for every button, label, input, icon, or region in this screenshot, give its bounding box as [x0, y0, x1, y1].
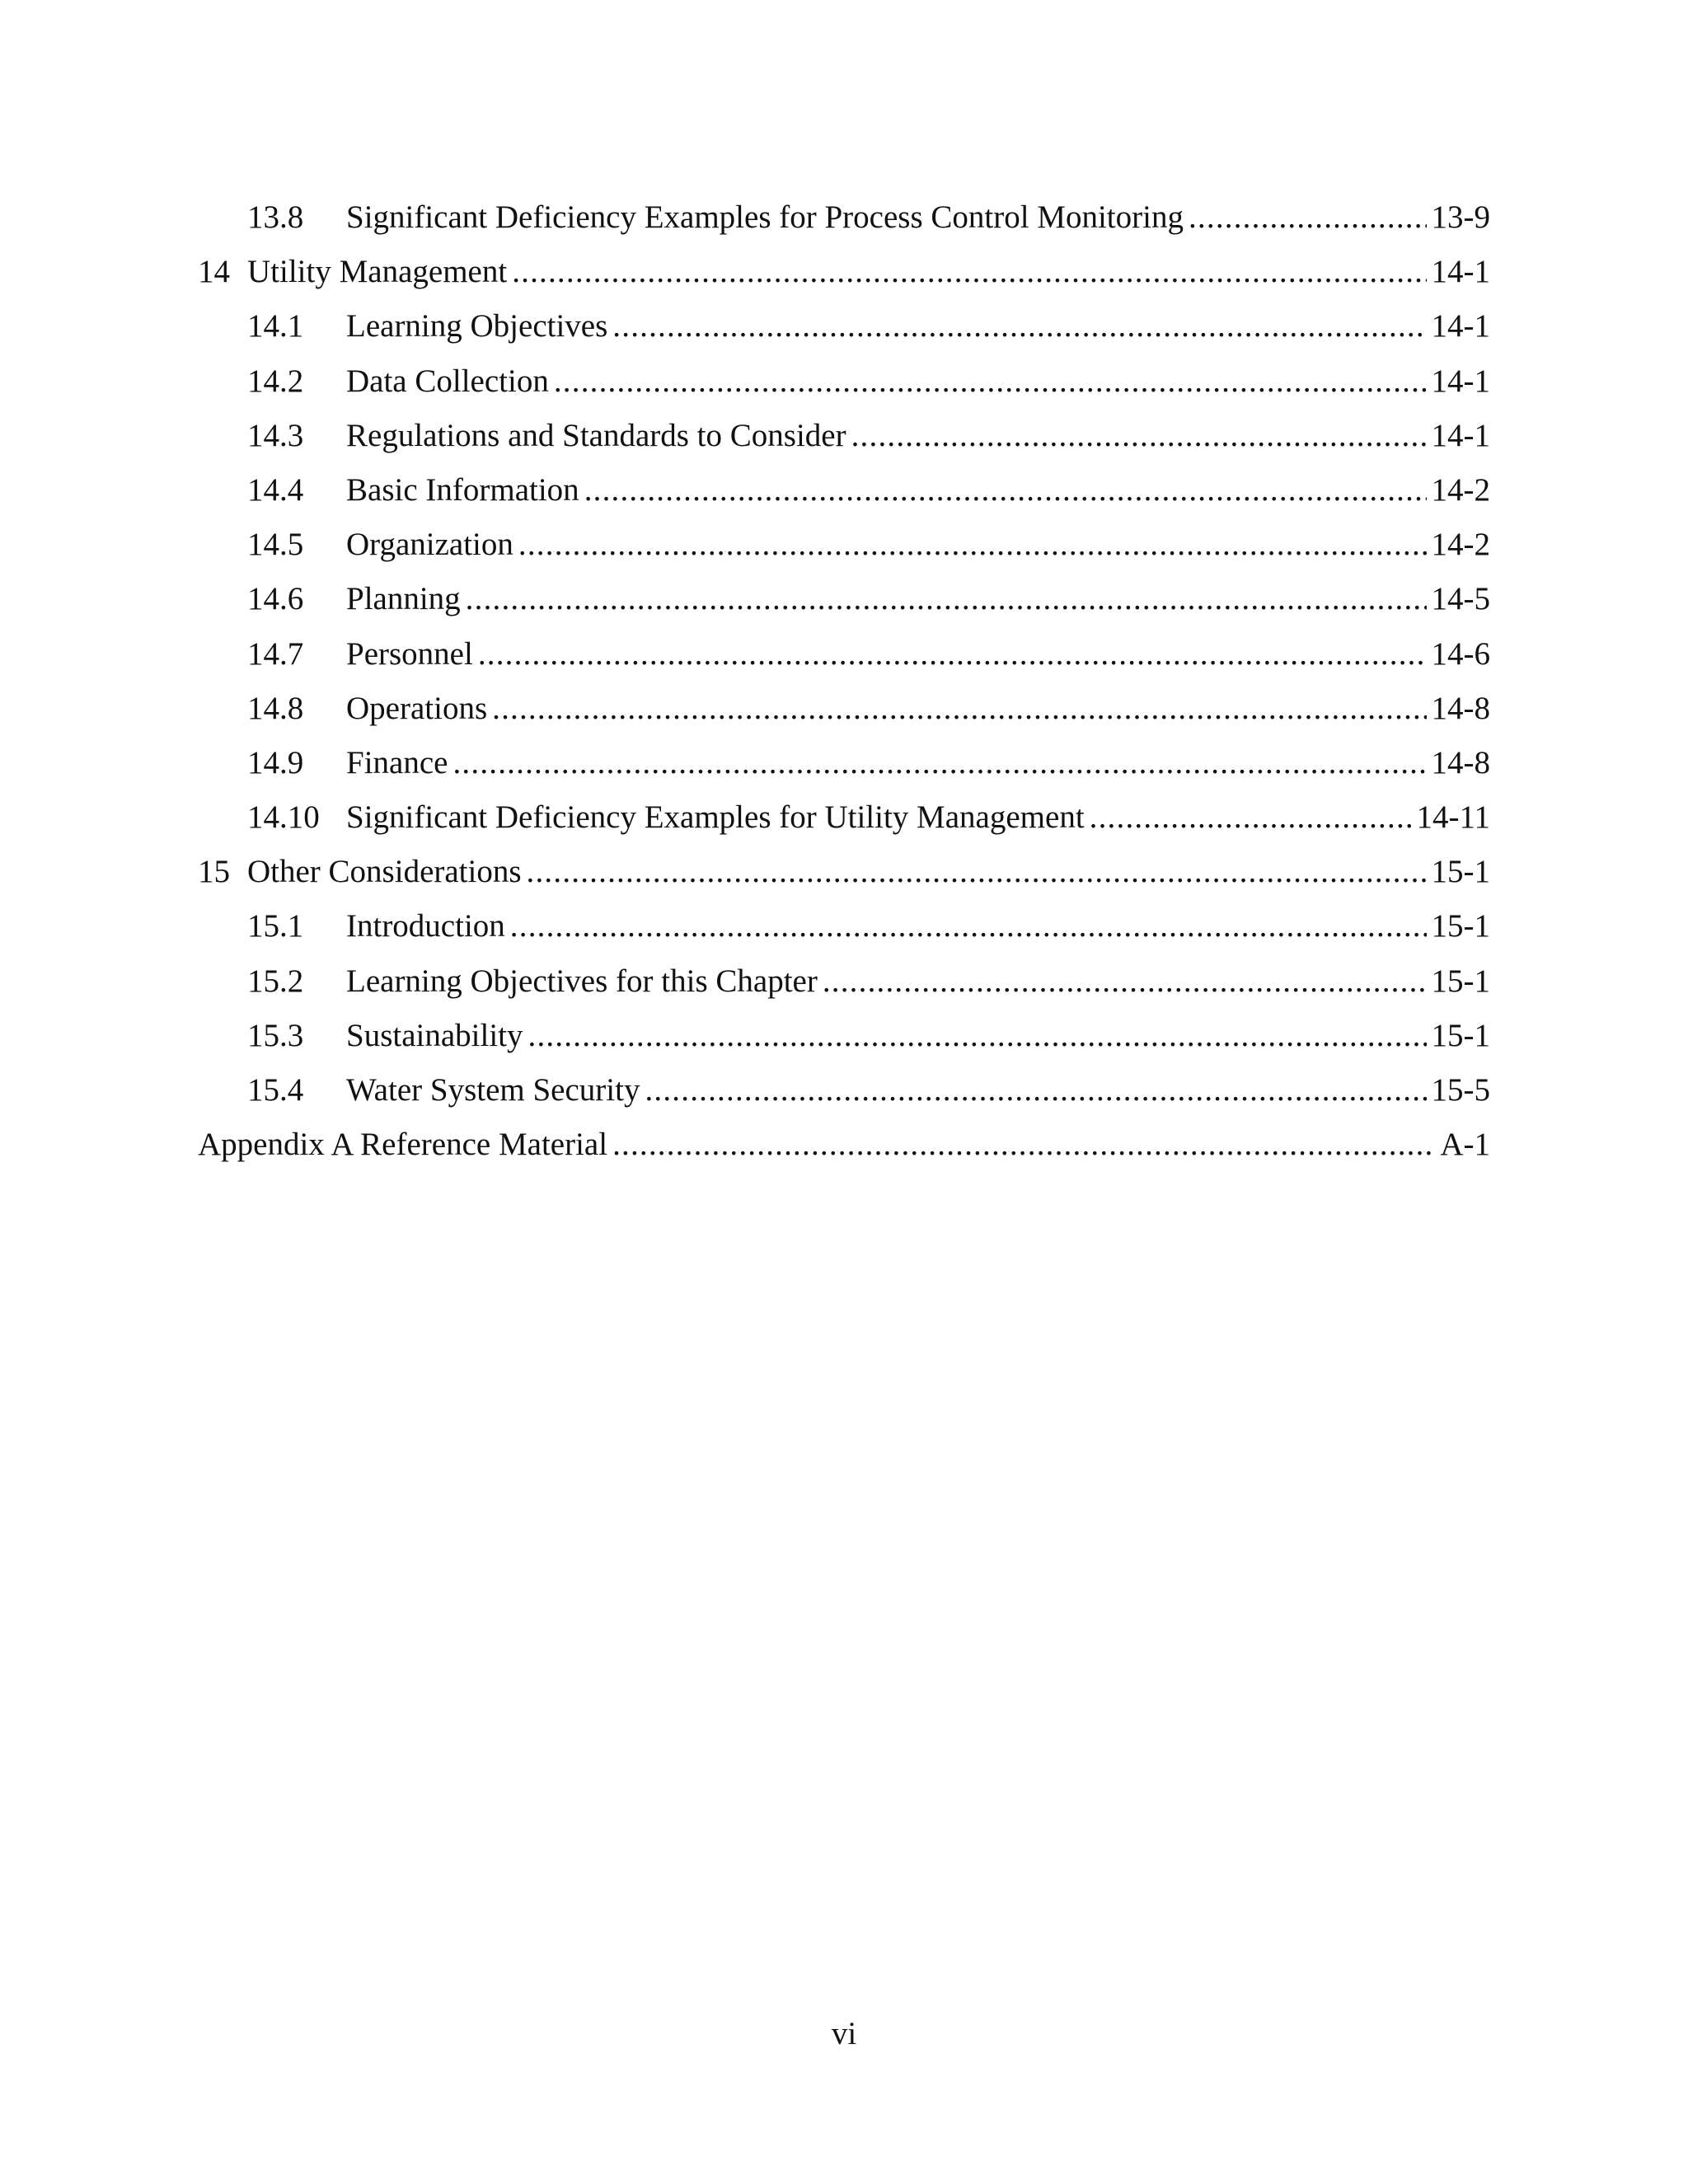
toc-entry-page: 14-1 — [1427, 359, 1491, 405]
toc-entry-number: 14.5 — [247, 527, 304, 563]
toc-entry[interactable] — [198, 576, 1490, 630]
toc-entry[interactable] — [198, 958, 1490, 1013]
toc-entry[interactable] — [198, 849, 1490, 903]
toc-leader-dots — [1189, 194, 1427, 241]
toc-entry-title: Water System Security — [346, 1067, 645, 1113]
toc-entry-page: 14-2 — [1427, 522, 1491, 568]
toc-entry[interactable] — [198, 467, 1490, 522]
toc-entry-title: Utility Management — [247, 249, 512, 295]
toc-entry-title: Data Collection — [346, 359, 554, 405]
toc-entry[interactable] — [198, 522, 1490, 576]
toc-leader-dots — [518, 522, 1427, 568]
toc-entry[interactable] — [198, 303, 1490, 358]
page-number: vi — [831, 2016, 857, 2051]
toc-entry-number: 15.4 — [247, 1072, 304, 1108]
toc-entry[interactable] — [198, 740, 1490, 794]
toc-entry-number: 15.3 — [247, 1017, 304, 1053]
toc-entry[interactable] — [198, 194, 1490, 249]
toc-entry-title: Introduction — [346, 903, 510, 949]
toc-entry[interactable] — [198, 1013, 1490, 1067]
table-of-contents — [198, 194, 1490, 1176]
toc-entry-title: Significant Deficiency Examples for Utility Management — [346, 794, 1090, 841]
toc-entry-page: 15-5 — [1427, 1067, 1491, 1113]
toc-entry[interactable] — [198, 686, 1490, 740]
toc-leader-dots — [527, 849, 1427, 895]
toc-leader-dots — [510, 903, 1427, 949]
toc-entry-title: Planning — [346, 576, 466, 622]
toc-entry-title: Significant Deficiency Examples for Process Control Monitoring — [346, 194, 1189, 241]
toc-entry-page: 14-1 — [1427, 413, 1491, 459]
toc-entry-title: Regulations and Standards to Consider — [346, 413, 851, 459]
toc-entry-page: 15-1 — [1427, 958, 1491, 1005]
toc-entry-number: 14.9 — [247, 744, 304, 780]
toc-leader-dots — [528, 1013, 1427, 1059]
toc-entry-page: A-1 — [1435, 1122, 1490, 1168]
toc-entry-number: 14.8 — [247, 690, 304, 726]
toc-leader-dots — [492, 686, 1426, 732]
toc-leader-dots — [851, 413, 1427, 459]
toc-entry[interactable] — [198, 359, 1490, 413]
toc-entry-number: 15.2 — [247, 963, 304, 999]
toc-entry-title: Operations — [346, 686, 492, 732]
toc-entry[interactable] — [198, 631, 1490, 686]
toc-entry-page: 15-1 — [1427, 849, 1491, 895]
toc-leader-dots — [823, 958, 1427, 1005]
toc-entry-number: 14.7 — [247, 635, 304, 672]
toc-entry-title: Learning Objectives for this Chapter — [346, 958, 823, 1005]
toc-leader-dots — [612, 1122, 1435, 1168]
toc-entry-number: 14.3 — [247, 417, 304, 453]
toc-entry-page: 15-1 — [1427, 1013, 1491, 1059]
toc-entry-page: 15-1 — [1427, 903, 1491, 949]
toc-leader-dots — [452, 740, 1426, 786]
toc-entry-title: Basic Information — [346, 467, 584, 513]
toc-leader-dots — [1090, 794, 1412, 841]
toc-entry-number: 14.6 — [247, 581, 304, 617]
toc-entry-page: 14-11 — [1411, 794, 1490, 841]
toc-entry-number: 13.8 — [247, 199, 304, 235]
toc-entry[interactable] — [198, 903, 1490, 958]
toc-entry-title: Other Considerations — [247, 849, 527, 895]
toc-entry-number: 14.2 — [247, 363, 304, 399]
toc-leader-dots — [478, 631, 1427, 677]
toc-entry-number: 14 — [198, 254, 230, 290]
toc-leader-dots — [466, 576, 1427, 622]
toc-leader-dots — [645, 1067, 1426, 1113]
toc-leader-dots — [554, 359, 1427, 405]
toc-entry-title: Finance — [346, 740, 452, 786]
toc-entry-page: 14-1 — [1427, 303, 1491, 349]
toc-entry-title: Learning Objectives — [346, 303, 612, 349]
toc-entry-page: 14-8 — [1427, 740, 1491, 786]
toc-entry[interactable] — [198, 794, 1490, 849]
toc-entry[interactable] — [198, 1122, 1490, 1176]
toc-entry-number: 14.10 — [247, 799, 320, 836]
toc-leader-dots — [584, 467, 1427, 513]
toc-entry-number: 15 — [198, 854, 230, 890]
toc-entry[interactable] — [198, 249, 1490, 303]
toc-entry-number: 14.4 — [247, 471, 304, 508]
toc-entry-page: 14-8 — [1427, 686, 1491, 732]
toc-entry-page: 14-6 — [1427, 631, 1491, 677]
toc-entry-page: 14-5 — [1427, 576, 1491, 622]
toc-entry-title: Appendix A Reference Material — [198, 1122, 612, 1168]
toc-entry[interactable] — [198, 1067, 1490, 1122]
toc-entry-title: Organization — [346, 522, 518, 568]
toc-entry-number: 15.1 — [247, 908, 304, 944]
toc-entry-title: Personnel — [346, 631, 478, 677]
toc-entry-title: Sustainability — [346, 1013, 528, 1059]
toc-entry-page: 14-1 — [1427, 249, 1491, 295]
toc-entry-number: 14.1 — [247, 308, 304, 344]
toc-leader-dots — [512, 249, 1426, 295]
toc-leader-dots — [612, 303, 1426, 349]
toc-entry[interactable] — [198, 413, 1490, 467]
toc-entry-page: 14-2 — [1427, 467, 1491, 513]
toc-entry-page: 13-9 — [1427, 194, 1491, 241]
